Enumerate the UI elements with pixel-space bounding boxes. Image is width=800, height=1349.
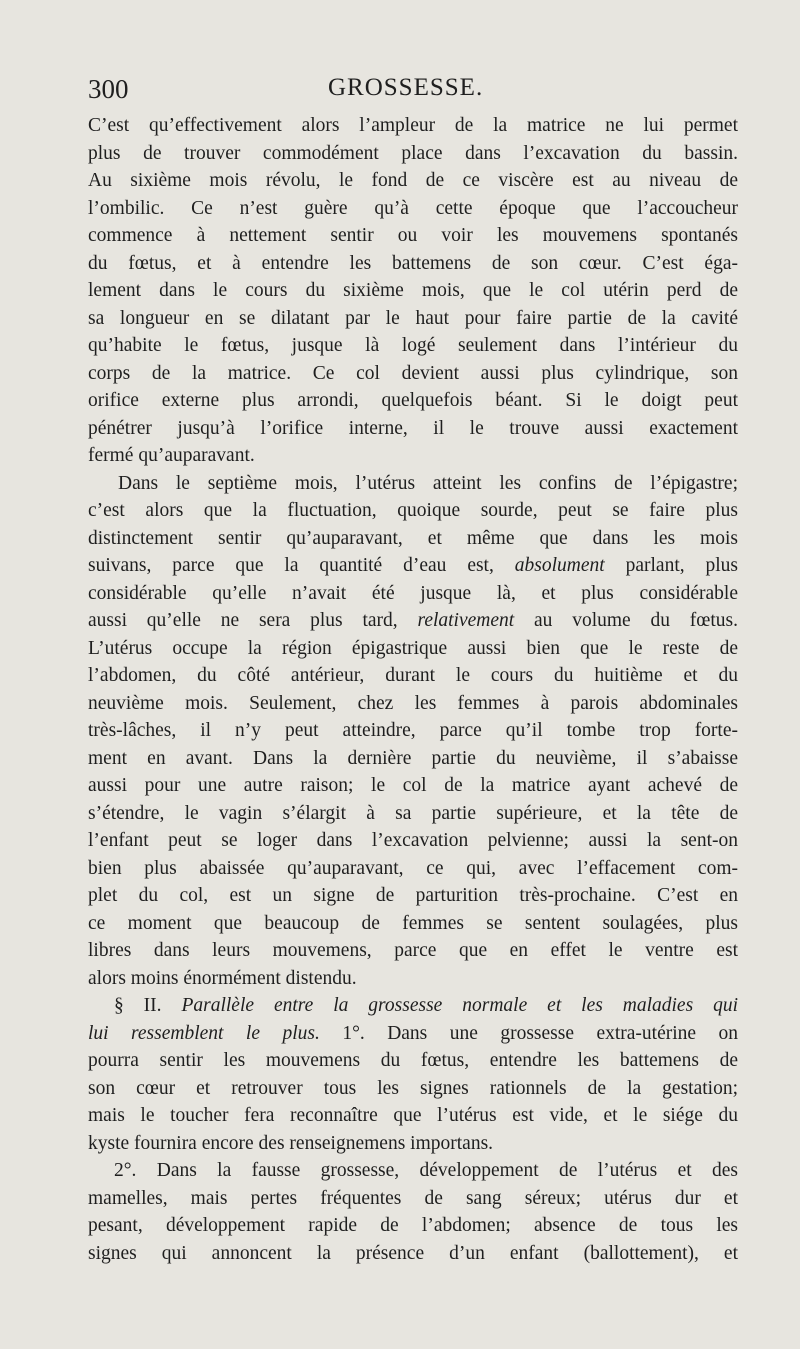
text-line: c’est alors que la fluctuation, quoique sourde, peut se faire plus xyxy=(88,500,738,521)
text-line: signes qui annoncent la présence d’un enfant (ballottement), et xyxy=(88,1242,738,1264)
text-line: très-lâches, il n’y peut atteindre, parce qu’il tombe trop forte- xyxy=(88,720,738,741)
text-run: aussi qu’elle ne sera plus tard, xyxy=(88,610,398,631)
text-line: commence à nettement sentir ou voir les mouvemens spontanés xyxy=(88,225,738,246)
text-line: du fœtus, et à entendre les battemens de son cœur. C’est éga- xyxy=(88,252,738,274)
section-title: lui ressemblent le plus. xyxy=(88,1022,320,1044)
text-line: distinctement sentir qu’auparavant, et même que dans les mois xyxy=(88,527,738,549)
italic-term: absolument xyxy=(514,555,605,576)
text-line: l’abdomen, du côté antérieur, durant le cours du huitième et du xyxy=(88,665,738,686)
text-line: pénétrer jusqu’à l’orifice interne, il le trouve aussi exactement xyxy=(88,417,738,439)
running-title: GROSSESSE. xyxy=(328,74,484,101)
page-number: 300 xyxy=(88,74,129,104)
body-text xyxy=(88,112,738,1267)
text-line: mais le toucher fera reconnaître que l’utérus est vide, et le siége du xyxy=(88,1105,738,1126)
text-line xyxy=(88,1020,738,1048)
text-line: considérable qu’elle n’avait été jusque là, et plus considérable xyxy=(88,582,738,604)
text-line xyxy=(88,607,738,635)
text-line: aussi pour une autre raison; le col de la matrice ayant achevé de xyxy=(88,775,738,796)
text-run: 1°. Dans une grossesse extra-utérine on xyxy=(342,1022,738,1044)
text-line: libres dans leurs mouvemens, parce que en effet le ventre est xyxy=(88,940,738,961)
text-line: ce moment que beaucoup de femmes se sentent soulagées, plus xyxy=(88,912,738,934)
text-line: sa longueur en se dilatant par le haut pour faire partie de la cavité xyxy=(88,307,738,329)
text-line: 2°. Dans la fausse grossesse, développement de l’utérus et des xyxy=(114,1160,738,1181)
text-line: C’est qu’effectivement alors l’ampleur de la matrice ne lui permet xyxy=(88,115,738,136)
text-line: mamelles, mais pertes fréquentes de sang séreux; utérus dur et xyxy=(88,1187,738,1209)
text-line: s’étendre, le vagin s’élargit à sa partie supérieure, et la tête de xyxy=(88,802,738,824)
text-line: orifice externe plus arrondi, quelquefois béant. Si le doigt peut xyxy=(88,390,738,411)
text-line: l’ombilic. Ce n’est guère qu’à cette époque que l’accoucheur xyxy=(88,197,738,219)
text-line: kyste fournira encore des renseignemens importans. xyxy=(88,1132,494,1154)
section-heading-line xyxy=(88,992,738,1020)
text-line: Dans le septième mois, l’utérus atteint les confins de l’épigastre; xyxy=(118,472,738,494)
text-line: l’enfant peut se loger dans l’excavation pelvienne; aussi la sent-on xyxy=(88,830,738,851)
text-run: parlant, plus xyxy=(625,555,738,576)
italic-term: relativement xyxy=(417,610,515,631)
text-line: fermé qu’auparavant. xyxy=(88,445,255,466)
text-line: plus de trouver commodément place dans l’excavation du bassin. xyxy=(88,142,738,164)
text-run: suivans, parce que la quantité d’eau est, xyxy=(88,555,494,576)
text-line: ment en avant. Dans la dernière partie du neuvième, il s’abaisse xyxy=(88,747,738,769)
text-line: corps de la matrice. Ce col devient aussi plus cylindrique, son xyxy=(88,362,738,384)
text-line: pesant, développement rapide de l’abdomen; absence de tous les xyxy=(88,1215,738,1236)
text-line: plet du col, est un signe de parturition très-prochaine. C’est en xyxy=(88,885,738,906)
text-line: lement dans le cours du sixième mois, que le col utérin perd de xyxy=(88,280,738,301)
text-line: qu’habite le fœtus, jusque là logé seulement dans l’intérieur du xyxy=(88,335,738,356)
text-line xyxy=(88,552,738,580)
text-line: son cœur et retrouver tous les signes rationnels de la gestation; xyxy=(88,1077,738,1099)
text-line: alors moins énormément distendu. xyxy=(88,967,357,989)
section-title: Parallèle entre la grossesse normale et les maladies qui xyxy=(181,995,738,1016)
text-line: Au sixième mois révolu, le fond de ce viscère est au niveau de xyxy=(88,170,738,191)
text-run: au volume du fœtus. xyxy=(534,610,738,631)
text-line: bien plus abaissée qu’auparavant, ce qui, avec l’effacement com- xyxy=(88,857,738,879)
text-line: L’utérus occupe la région épigastrique aussi bien que le reste de xyxy=(88,637,738,659)
text-line: pourra sentir les mouvemens du fœtus, entendre les battemens de xyxy=(88,1050,738,1071)
section-number: § II. xyxy=(114,995,162,1016)
page-header xyxy=(88,74,738,106)
text-line: neuvième mois. Seulement, chez les femmes à parois abdominales xyxy=(88,692,738,714)
